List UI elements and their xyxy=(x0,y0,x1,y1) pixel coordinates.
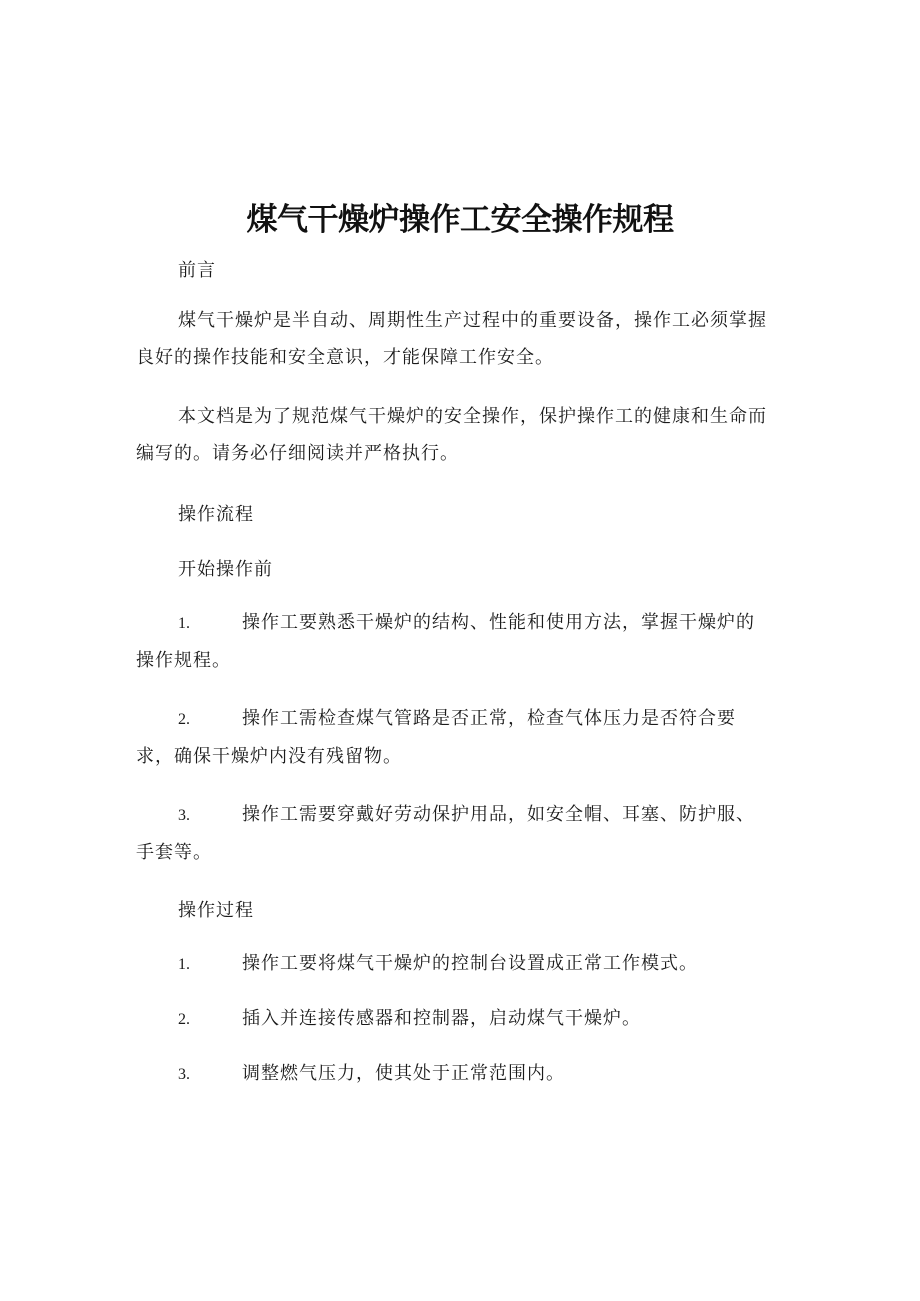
list-item xyxy=(136,1000,756,1038)
list-item-text: 操作工需要穿戴好劳动保护用品，如安全帽、耳塞、防护服、手套等。 xyxy=(136,804,755,863)
preface-heading: 前言 xyxy=(178,260,216,281)
document-title: 煤气干燥炉操作工安全操作规程 xyxy=(246,202,674,238)
list-item xyxy=(136,796,756,871)
process-heading: 操作流程 xyxy=(178,504,254,525)
list-item-text: 操作工要熟悉干燥炉的结构、性能和使用方法，掌握干燥炉的操作规程。 xyxy=(136,612,755,671)
list-item-text: 操作工需检查煤气管路是否正常，检查气体压力是否符合要求，确保干燥炉内没有残留物。 xyxy=(136,708,736,767)
list-item-number: 3. xyxy=(178,807,190,824)
list-item-text: 调整燃气压力，使其处于正常范围内。 xyxy=(242,1063,565,1084)
list-item-number: 2. xyxy=(178,1011,190,1028)
list-item-number: 1. xyxy=(178,956,190,973)
list-item xyxy=(136,700,756,775)
list-item-text: 操作工要将煤气干燥炉的控制台设置成正常工作模式。 xyxy=(242,953,698,974)
list-item-number: 1. xyxy=(178,615,190,632)
list-item xyxy=(136,945,756,983)
list-item xyxy=(136,1055,756,1093)
during-operation-heading: 操作过程 xyxy=(178,900,254,921)
list-item xyxy=(136,604,756,679)
preface-paragraph-1: 煤气干燥炉是半自动、周期性生产过程中的重要设备，操作工必须掌握良好的操作技能和安全意识，才能保障工作安全。 xyxy=(136,310,767,368)
before-operation-heading: 开始操作前 xyxy=(178,559,273,580)
list-item-text: 插入并连接传感器和控制器，启动煤气干燥炉。 xyxy=(242,1008,641,1029)
list-item-number: 2. xyxy=(178,711,190,728)
preface-paragraph-2: 本文档是为了规范煤气干燥炉的安全操作，保护操作工的健康和生命而编写的。请务必仔细阅读并严格执行。 xyxy=(136,406,767,464)
list-item-number: 3. xyxy=(178,1066,190,1083)
